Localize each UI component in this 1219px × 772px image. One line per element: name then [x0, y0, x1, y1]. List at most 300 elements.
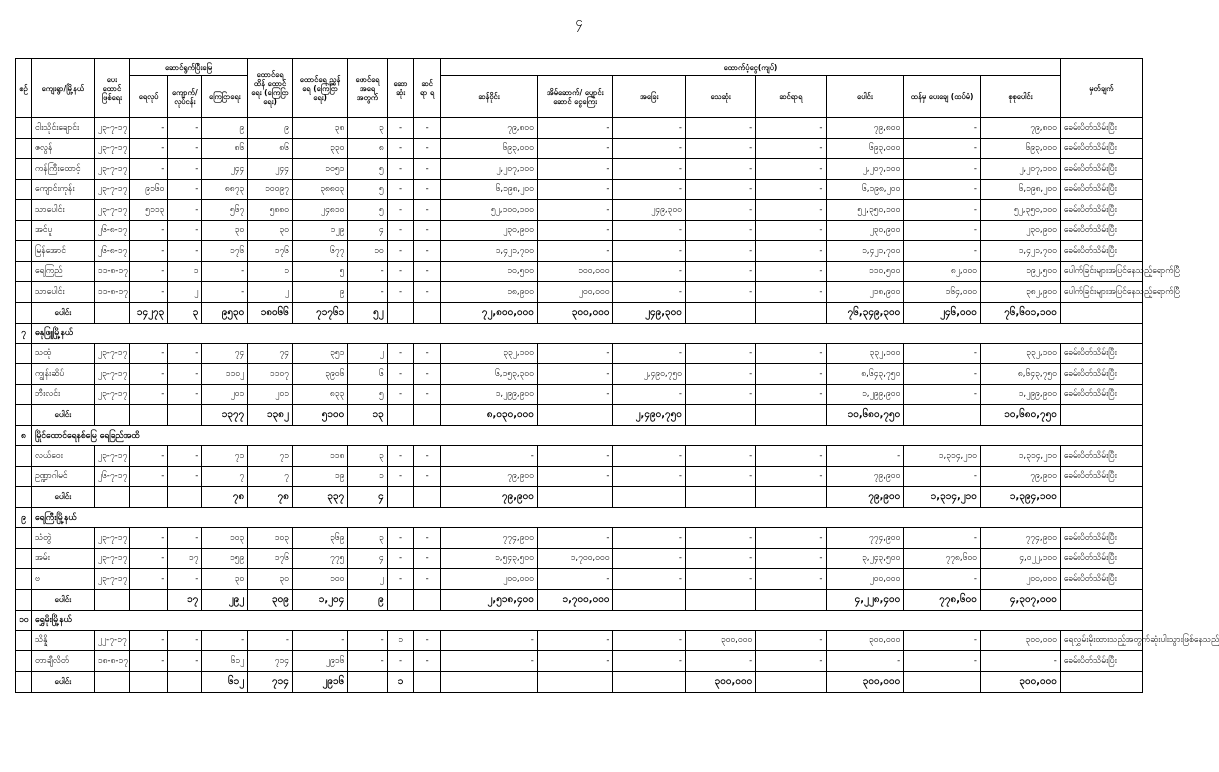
cell-b: -: [168, 343, 202, 364]
cell-x2: -: [414, 651, 441, 672]
cell-sr: [16, 302, 32, 323]
cell-e: -: [292, 630, 347, 651]
cell-x2: -: [414, 548, 441, 569]
relief-table: [15, 58, 1219, 693]
cell-x1: -: [387, 261, 414, 282]
cell-e: ၁၀၅၁: [292, 159, 347, 180]
cell-sr: [16, 384, 32, 405]
cell-f: ၄: [348, 548, 387, 569]
cell-d: ၃၀၉: [248, 589, 293, 610]
col-sub-b: ကျောက်/ လုပ်ငန်း: [168, 76, 202, 118]
cell-m1: ၇၇၄,၉၀၀: [440, 528, 537, 549]
cell-rm: ခေမ်းပိတ်သိမ်းပြီး: [1060, 364, 1142, 385]
cell-x2: [414, 405, 441, 426]
cell-m7: -: [904, 241, 981, 262]
cell-name: ပေါင်း: [31, 589, 94, 610]
cell-m3: -: [613, 528, 685, 549]
cell-name: ဥဏ္ဍာဂါမင်: [31, 466, 94, 487]
cell-date: [94, 302, 129, 323]
cell-m3: -: [613, 179, 685, 200]
cell-a: -: [129, 651, 167, 672]
cell-date: ၂၃-၇-၁၇: [94, 569, 129, 590]
cell-sr: [16, 364, 32, 385]
cell-m5: -: [756, 179, 826, 200]
cell-b: -: [168, 220, 202, 241]
cell-name: တာချီလိတ်: [31, 651, 94, 672]
cell-sr: [16, 159, 32, 180]
cell-m1: -: [440, 651, 537, 672]
cell-m5: -: [756, 200, 826, 221]
cell-rm: ခေမ်းပိတ်သိမ်းပြီး: [1060, 446, 1142, 467]
cell-d: ၂: [248, 282, 293, 303]
cell-d: ၁၃၈၂: [248, 405, 293, 426]
cell-m6: ၃၃၂,၁၀၀: [826, 343, 904, 364]
cell-m6: ၃,၂၄၃,၅၀၀: [826, 548, 904, 569]
cell-m5: -: [756, 220, 826, 241]
cell-f: ၈: [348, 138, 387, 159]
cell-a: -: [129, 118, 167, 139]
cell-f: ၄: [348, 487, 387, 508]
cell-rm: ပေါက်ခြင်းများအပြင်နေသည့်ရောက်ပြီ: [1060, 282, 1142, 303]
section-title: ရေကြီးမြို့နယ်: [31, 508, 1142, 528]
cell-name: သာပေါင်း: [31, 282, 94, 303]
cell-m6: ၇၇၄,၉၀၀: [826, 528, 904, 549]
cell-m1: ၆,၁၅၃,၃၀၀: [440, 364, 537, 385]
cell-a: -: [129, 282, 167, 303]
cell-m3: -: [613, 384, 685, 405]
cell-c: ၈၆: [202, 138, 248, 159]
col-m4: သေဆုံး: [685, 76, 755, 118]
cell-m7: ၁၆၄,၀၀၀: [904, 282, 981, 303]
cell-m6: -: [826, 446, 904, 467]
cell-m4: -: [685, 220, 755, 241]
cell-m4: -: [685, 446, 755, 467]
cell-c: ၉၅၃၀: [202, 302, 248, 323]
cell-e: ၉: [292, 282, 347, 303]
cell-m7: -: [904, 220, 981, 241]
cell-c: ၂၀၁: [202, 384, 248, 405]
cell-c: ၆၁၂: [202, 671, 248, 692]
cell-m4: [685, 487, 755, 508]
cell-m7: -: [904, 200, 981, 221]
cell-m5: -: [756, 466, 826, 487]
cell-b: -: [168, 569, 202, 590]
cell-x2: -: [414, 159, 441, 180]
cell-m1: ၃၃၂,၁၀၀: [440, 343, 537, 364]
cell-sr: [16, 220, 32, 241]
cell-e: ၃၉၀၆: [292, 364, 347, 385]
cell-m8: ၅၂,၃၅၀,၁၀၀: [980, 200, 1060, 221]
cell-m4: -: [685, 384, 755, 405]
cell-m7: ၁,၃၁၄,၂၁၀: [904, 446, 981, 467]
cell-sr: [16, 261, 32, 282]
section-row: [16, 610, 1143, 630]
cell-d: ၇၄: [248, 343, 293, 364]
cell-m4: [685, 302, 755, 323]
cell-b: -: [168, 118, 202, 139]
page-number: ၄: [575, 15, 583, 30]
cell-m2: ၂၀၀,၀၀၀: [537, 282, 613, 303]
cell-date: ၂၃-၇-၁၇: [94, 118, 129, 139]
cell-sr: [16, 671, 32, 692]
cell-e: ၅၁၀၀: [292, 405, 347, 426]
cell-date: [94, 487, 129, 508]
col-m1: ဆန်ဝိုင်း: [440, 76, 537, 118]
table-row: [16, 159, 1143, 180]
cell-m5: [756, 671, 826, 692]
col-m2: အိမ်ဆောက်/ ပျောင်းဆောင် ငွေကြေး: [537, 76, 613, 118]
cell-m6: ၈,၆၄၃,၇၅၀: [826, 364, 904, 385]
cell-a: -: [129, 159, 167, 180]
cell-name: ကန်ကြီးထောင့်: [31, 159, 94, 180]
table-row: [16, 630, 1143, 651]
cell-m8: -: [980, 651, 1060, 672]
table-row: [16, 241, 1143, 262]
cell-x1: -: [387, 343, 414, 364]
cell-m8: ၁,၄၂၁,၇၀၀: [980, 241, 1060, 262]
cell-m6: ၆,၁၉၈,၂၀၀: [826, 179, 904, 200]
cell-a: -: [129, 528, 167, 549]
cell-m3: [613, 589, 685, 610]
cell-m8: ၃၀၀,၀၀၀: [980, 671, 1060, 692]
cell-a: [129, 405, 167, 426]
cell-m1: ၂၃၀,၉၀၀: [440, 220, 537, 241]
cell-m2: ၃၀၀,၀၀၀: [537, 302, 613, 323]
cell-rm: ခေမ်းပိတ်သိမ်းပြီး: [1060, 384, 1142, 405]
cell-b: -: [168, 651, 202, 672]
cell-m1: ၇၂,၈၀၀,၀၀၀: [440, 302, 537, 323]
table-row: [16, 384, 1143, 405]
cell-date: [94, 589, 129, 610]
cell-e: ၃၅၁: [292, 343, 347, 364]
cell-m8: ၁,၃၁၄,၂၁၀: [980, 446, 1060, 467]
cell-sr: [16, 179, 32, 200]
cell-sr: [16, 487, 32, 508]
cell-b: -: [168, 630, 202, 651]
cell-rm: [1060, 589, 1142, 610]
cell-m3: ၂၄၉,၃၀၀: [613, 302, 685, 323]
cell-c: ၁၇၆: [202, 241, 248, 262]
col-township: ကျေးရွာ/မြို့နယ်: [31, 59, 94, 118]
cell-c: -: [202, 282, 248, 303]
cell-b: -: [168, 200, 202, 221]
cell-x1: -: [387, 179, 414, 200]
cell-rm: [1060, 671, 1142, 692]
cell-m2: -: [537, 569, 613, 590]
cell-m5: -: [756, 384, 826, 405]
cell-m4: [685, 405, 755, 426]
cell-m3: -: [613, 548, 685, 569]
cell-m3: -: [613, 159, 685, 180]
cell-f: -: [348, 630, 387, 651]
cell-m8: ၂၃၀,၉၀၀: [980, 220, 1060, 241]
cell-e: ၂၉၁၆: [292, 671, 347, 692]
col-x1: ဆော ဆုံး: [387, 59, 414, 118]
cell-f: [348, 671, 387, 692]
cell-f: ၃: [348, 528, 387, 549]
cell-name: သာပေါင်း: [31, 200, 94, 221]
cell-d: ၁၇၆: [248, 241, 293, 262]
col-m3: အခြေး: [613, 76, 685, 118]
cell-m3: -: [613, 261, 685, 282]
cell-x1: -: [387, 364, 414, 385]
table-row: [16, 466, 1143, 487]
cell-m5: -: [756, 446, 826, 467]
cell-x1: -: [387, 651, 414, 672]
cell-m7: -: [904, 630, 981, 651]
cell-a: [129, 671, 167, 692]
cell-name: ပေါင်း: [31, 671, 94, 692]
cell-m5: -: [756, 241, 826, 262]
section-number: ၉: [16, 508, 32, 528]
cell-m8: ၁,၃၉၄,၁၀၀: [980, 487, 1060, 508]
cell-m6: ၆၉၃,၀၀၀: [826, 138, 904, 159]
cell-f: ၂: [348, 343, 387, 364]
cell-m5: -: [756, 159, 826, 180]
cell-x1: -: [387, 220, 414, 241]
cell-m8: ၇၆,၆၀၁,၁၀၀: [980, 302, 1060, 323]
cell-x2: -: [414, 220, 441, 241]
cell-x2: -: [414, 343, 441, 364]
cell-a: -: [129, 630, 167, 651]
table-row: [16, 220, 1143, 241]
cell-m2: -: [537, 241, 613, 262]
cell-a: -: [129, 548, 167, 569]
cell-m3: ၂,၄၉၀,၇၅၀: [613, 405, 685, 426]
cell-m2: [537, 405, 613, 426]
cell-m4: -: [685, 548, 755, 569]
col-sub-c: ကြေငြာရေး: [202, 76, 248, 118]
cell-d: ၁၀၀၉၇: [248, 179, 293, 200]
cell-sr: [16, 446, 32, 467]
cell-name: ကျောင်းကုန်း: [31, 179, 94, 200]
cell-c: ၁၀၃: [202, 528, 248, 549]
cell-d: -: [248, 630, 293, 651]
subtotal-row: [16, 589, 1143, 610]
cell-f: ၅: [348, 384, 387, 405]
cell-e: ၈၃၃: [292, 384, 347, 405]
cell-m4: -: [685, 261, 755, 282]
cell-rm: [1060, 405, 1142, 426]
cell-m8: ၃၈၂,၉၀၀: [980, 282, 1060, 303]
cell-a: -: [129, 241, 167, 262]
cell-a: -: [129, 569, 167, 590]
cell-m4: -: [685, 466, 755, 487]
cell-date: ၂၃-၇-၁၇: [94, 179, 129, 200]
cell-b: [168, 487, 202, 508]
cell-m2: ၁,၇၀၀,၀၀၀: [537, 589, 613, 610]
cell-c: ၉: [202, 118, 248, 139]
cell-name: ရေကြည်: [31, 261, 94, 282]
cell-date: ၂၆-၈-၁၇: [94, 220, 129, 241]
cell-d: ၇၁: [248, 446, 293, 467]
cell-sr: [16, 589, 32, 610]
cell-f: ၁၃: [348, 405, 387, 426]
section-title: ရွှေမိုးမြို့နယ်: [31, 610, 1142, 630]
cell-d: ၉: [248, 118, 293, 139]
cell-name: သိန္နိ: [31, 630, 94, 651]
cell-x1: [387, 487, 414, 508]
cell-rm: [1060, 302, 1142, 323]
cell-x2: -: [414, 138, 441, 159]
cell-m1: ၁,၂၉၉,၉၀၀: [440, 384, 537, 405]
cell-x2: -: [414, 261, 441, 282]
cell-m2: -: [537, 651, 613, 672]
cell-m2: [537, 487, 613, 508]
table-row: [16, 364, 1143, 385]
cell-name: ပေါင်း: [31, 487, 94, 508]
cell-x2: -: [414, 364, 441, 385]
cell-rm: ခေမ်းပိတ်သိမ်းပြီး: [1060, 343, 1142, 364]
cell-a: -: [129, 364, 167, 385]
section-title: မြိုင်ထောင်ရေနစ်မြေ ရေခြည်အထိ: [31, 426, 1142, 446]
cell-a: -: [129, 466, 167, 487]
cell-sr: [16, 343, 32, 364]
cell-x2: -: [414, 241, 441, 262]
cell-m5: -: [756, 528, 826, 549]
cell-m6: ၅၂,၃၅၀,၁၀၀: [826, 200, 904, 221]
cell-e: ၃၈၈၀၃: [292, 179, 347, 200]
header-row-1: [16, 59, 1143, 76]
cell-rm: ရေလွှမ်းမိုးထားသည့်အတွက်ဆုံးပါးသွားဖြစ်နေသည်: [1060, 630, 1142, 651]
section-title: ဓနုဖြူမြို့နယ်: [31, 323, 1142, 343]
cell-e: ၃၃၇: [292, 487, 347, 508]
cell-c: -: [202, 630, 248, 651]
cell-c: ၇၄: [202, 343, 248, 364]
cell-x1: [387, 302, 414, 323]
cell-m7: ၂၄၆,၀၀၀: [904, 302, 981, 323]
cell-m2: -: [537, 159, 613, 180]
cell-m8: ၆၉၃,၀၀၀: [980, 138, 1060, 159]
cell-m1: ၇၉,၉၀၀: [440, 487, 537, 508]
col-m6: ပေါင်း: [826, 76, 904, 118]
cell-c: ၁၁၀၂: [202, 364, 248, 385]
cell-date: ၂၃-၇-၁၇: [94, 200, 129, 221]
cell-sr: [16, 118, 32, 139]
table-row: [16, 138, 1143, 159]
cell-m2: -: [537, 118, 613, 139]
cell-sr: [16, 241, 32, 262]
table-row: [16, 548, 1143, 569]
cell-c: ၁၃၇၇: [202, 405, 248, 426]
cell-m6: ၂၁၈,၉၀၀: [826, 282, 904, 303]
cell-date: ၂၃-၇-၁၇: [94, 548, 129, 569]
cell-d: ၁: [248, 261, 293, 282]
cell-b: -: [168, 446, 202, 467]
cell-a: -: [129, 261, 167, 282]
cell-m6: -: [826, 651, 904, 672]
cell-b: [168, 671, 202, 692]
cell-sr: [16, 630, 32, 651]
cell-b: -: [168, 466, 202, 487]
cell-m3: ၂,၄၉၀,၇၅၀: [613, 364, 685, 385]
cell-x2: -: [414, 630, 441, 651]
cell-m7: -: [904, 569, 981, 590]
cell-m5: -: [756, 569, 826, 590]
cell-m7: -: [904, 364, 981, 385]
cell-d: ၅၈၈၀: [248, 200, 293, 221]
cell-d: ၂၄၄: [248, 159, 293, 180]
cell-f: ၃: [348, 118, 387, 139]
cell-m1: ၁၀,၅၀၀: [440, 261, 537, 282]
cell-m4: -: [685, 651, 755, 672]
cell-m1: ၂,၅၁၈,၄၀၀: [440, 589, 537, 610]
cell-m5: -: [756, 364, 826, 385]
cell-m4: -: [685, 282, 755, 303]
cell-a: [129, 487, 167, 508]
table-row: [16, 282, 1143, 303]
cell-m3: -: [613, 343, 685, 364]
cell-b: -: [168, 138, 202, 159]
cell-date: ၂၂-၇-၁၇: [94, 630, 129, 651]
cell-name: ပေါင်း: [31, 405, 94, 426]
cell-c: ၇: [202, 466, 248, 487]
section-row: [16, 508, 1143, 528]
subtotal-row: [16, 405, 1143, 426]
cell-m8: ၃၀၀,၀၀၀: [980, 630, 1060, 651]
col-total: ထောင်ရေ ထိန် ထောင်ရေး (ကြေငြာရေး): [248, 59, 293, 118]
cell-m7: ၇၇၈,၆၀၀: [904, 589, 981, 610]
cell-rm: ခေမ်းပိတ်သိမ်းပြီး: [1060, 651, 1142, 672]
table-row: [16, 118, 1143, 139]
cell-m6: ၇၉,၉၀၀: [826, 466, 904, 487]
cell-a: ၁၄၂၇၃: [129, 302, 167, 323]
cell-name: ပေါင်း: [31, 302, 94, 323]
cell-a: -: [129, 446, 167, 467]
cell-x2: -: [414, 384, 441, 405]
cell-m5: -: [756, 343, 826, 364]
cell-m5: [756, 487, 826, 508]
cell-m1: -: [440, 446, 537, 467]
cell-x2: -: [414, 200, 441, 221]
cell-date: ၁၁-၈-၁၇: [94, 261, 129, 282]
cell-name: အင်ပူ: [31, 220, 94, 241]
table-row: [16, 651, 1143, 672]
cell-d: ၁၈၀၆၆: [248, 302, 293, 323]
cell-m8: ၂၀၀,၀၀၀: [980, 569, 1060, 590]
cell-m2: -: [537, 343, 613, 364]
cell-m2: -: [537, 630, 613, 651]
cell-f: ၂: [348, 569, 387, 590]
cell-m2: [537, 671, 613, 692]
cell-date: [94, 671, 129, 692]
cell-e: ၅: [292, 261, 347, 282]
cell-rm: ခေမ်းပိတ်သိမ်းပြီး: [1060, 138, 1142, 159]
cell-rm: [1060, 487, 1142, 508]
cell-d: ၇၈: [248, 487, 293, 508]
col-m7: ထန်မှ ပေးချေ (ထပ်မံ): [904, 76, 981, 118]
cell-m1: ၈,၀၃၀,၀၀၀: [440, 405, 537, 426]
cell-f: ၄: [348, 220, 387, 241]
cell-sr: [16, 528, 32, 549]
cell-b: ၂: [168, 282, 202, 303]
cell-m5: -: [756, 138, 826, 159]
cell-m7: -: [904, 159, 981, 180]
cell-m6: ၂၀၀,၀၀၀: [826, 569, 904, 590]
cell-rm: ခေမ်းပိတ်သိမ်းပြီး: [1060, 220, 1142, 241]
cell-d: ၈၆: [248, 138, 293, 159]
cell-m2: -: [537, 138, 613, 159]
cell-m6: ၄,၂၂၈,၄၀၀: [826, 589, 904, 610]
cell-m7: -: [904, 651, 981, 672]
cell-x1: -: [387, 282, 414, 303]
cell-a: [129, 589, 167, 610]
cell-e: ၃၃၀: [292, 138, 347, 159]
cell-sr: [16, 405, 32, 426]
cell-d: ၁၀၃: [248, 528, 293, 549]
cell-m2: ၁,၇၀၀,၀၀၀: [537, 548, 613, 569]
cell-b: ၃: [168, 302, 202, 323]
